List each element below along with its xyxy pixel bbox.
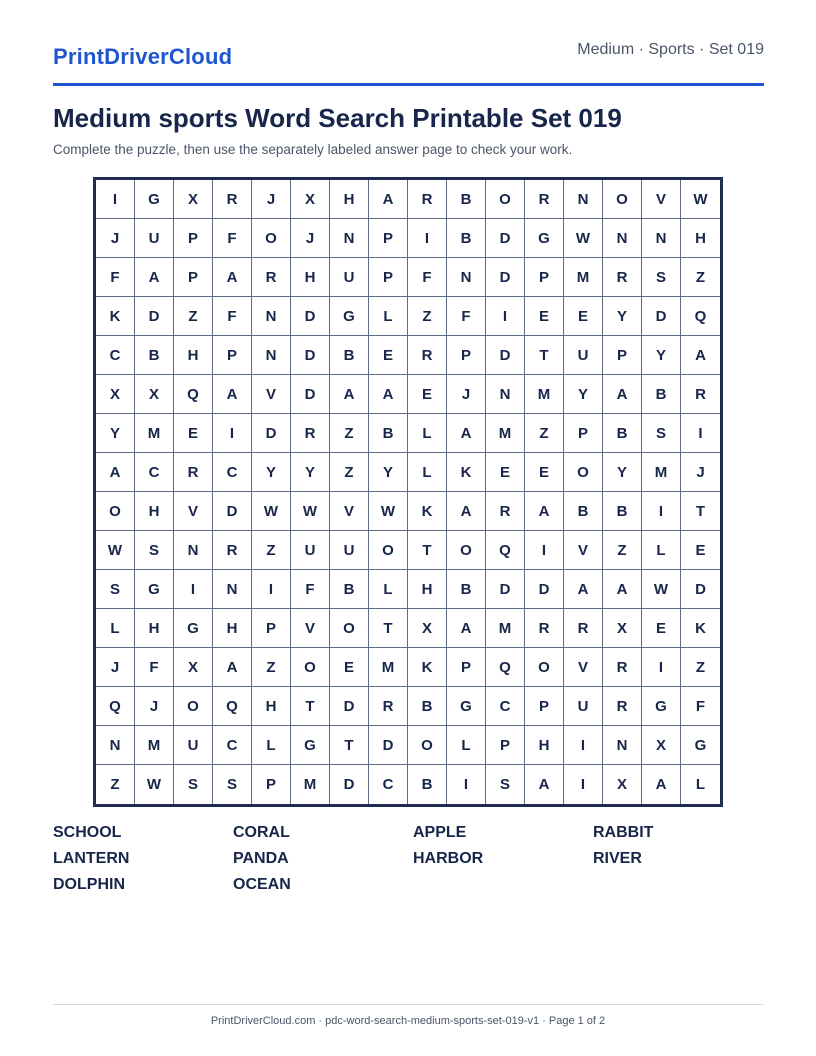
grid-cell: H [330, 180, 369, 219]
grid-cell: X [96, 375, 135, 414]
grid-cell: I [174, 570, 213, 609]
grid-cell: L [96, 609, 135, 648]
grid-cell: Y [96, 414, 135, 453]
grid-cell: D [135, 297, 174, 336]
grid-cell: B [330, 336, 369, 375]
grid-cell: G [174, 609, 213, 648]
grid-cell: K [408, 648, 447, 687]
grid-cell: Y [369, 453, 408, 492]
grid-cell: G [447, 687, 486, 726]
grid-cell: U [564, 336, 603, 375]
grid-cell: L [408, 453, 447, 492]
grid-cell: X [135, 375, 174, 414]
word-list-item: OCEAN [233, 876, 291, 893]
grid-cell: Z [603, 531, 642, 570]
grid-cell: N [564, 180, 603, 219]
grid-cell: R [525, 180, 564, 219]
grid-cell: E [564, 297, 603, 336]
grid-cell: J [447, 375, 486, 414]
grid-cell: A [213, 648, 252, 687]
grid-cell: A [213, 375, 252, 414]
grid-cell: N [252, 297, 291, 336]
grid-cell: O [252, 219, 291, 258]
grid-cell: A [525, 765, 564, 804]
grid-cell: Z [252, 531, 291, 570]
grid-cell: A [447, 414, 486, 453]
grid-cell: L [447, 726, 486, 765]
grid-cell: K [408, 492, 447, 531]
grid-cell: G [525, 219, 564, 258]
grid-cell: Y [603, 297, 642, 336]
grid-cell: E [681, 531, 720, 570]
grid-cell: N [96, 726, 135, 765]
grid-cell: A [603, 570, 642, 609]
grid-cell: Z [681, 648, 720, 687]
grid-cell: U [330, 531, 369, 570]
grid-cell: I [642, 648, 681, 687]
grid-cell: V [252, 375, 291, 414]
grid-cell: H [135, 492, 174, 531]
grid-cell: D [681, 570, 720, 609]
grid-cell: P [447, 336, 486, 375]
grid-cell: Z [252, 648, 291, 687]
grid-cell: I [486, 297, 525, 336]
grid-cell: H [525, 726, 564, 765]
grid-cell: Q [486, 531, 525, 570]
grid-cell: D [525, 570, 564, 609]
grid-cell: J [135, 687, 174, 726]
grid-cell: D [330, 687, 369, 726]
grid-cell: B [447, 570, 486, 609]
grid-cell: S [642, 258, 681, 297]
brand-logo: PrintDriverCloud [53, 44, 233, 69]
grid-cell: T [681, 492, 720, 531]
grid-cell: P [603, 336, 642, 375]
grid-cell: I [642, 492, 681, 531]
grid-cell: M [525, 375, 564, 414]
grid-cell: D [291, 336, 330, 375]
word-list-item: PANDA [233, 850, 289, 867]
grid-cell: B [369, 414, 408, 453]
grid-cell: R [408, 180, 447, 219]
grid-cell: B [447, 219, 486, 258]
word-list-item: HARBOR [413, 850, 484, 867]
grid-cell: W [564, 219, 603, 258]
grid-cell: N [330, 219, 369, 258]
grid-cell: L [369, 570, 408, 609]
grid-cell: L [695, 776, 706, 793]
grid-cell: J [252, 180, 291, 219]
grid-cell: G [681, 726, 720, 765]
grid-cell: B [447, 180, 486, 219]
grid-cell: T [369, 609, 408, 648]
grid-cell: R [681, 375, 720, 414]
grid-cell: C [213, 726, 252, 765]
grid-cell: O [408, 726, 447, 765]
word-list-item: RABBIT [593, 824, 654, 841]
grid-cell: M [486, 414, 525, 453]
page-subtitle: Complete the puzzle, then use the separately labeled answer page to check your work. [53, 142, 573, 157]
grid-cell: I [564, 765, 603, 804]
grid-cell: H [213, 609, 252, 648]
grid-cell: F [135, 648, 174, 687]
grid-cell: U [330, 258, 369, 297]
grid-cell: D [330, 765, 369, 804]
grid-cell: F [213, 297, 252, 336]
grid-cell: F [291, 570, 330, 609]
grid-cell: K [96, 297, 135, 336]
grid-cell: Q [486, 648, 525, 687]
grid-cell: I [213, 414, 252, 453]
grid-cell: R [525, 609, 564, 648]
grid-cell: P [252, 609, 291, 648]
header-divider [53, 83, 764, 86]
grid-cell: D [642, 297, 681, 336]
grid-cell: S [174, 765, 213, 804]
grid-cell: Y [564, 375, 603, 414]
grid-cell: W [291, 492, 330, 531]
grid-cell: A [564, 570, 603, 609]
grid-cell: M [642, 453, 681, 492]
grid-cell: T [330, 726, 369, 765]
grid-cell: O [564, 453, 603, 492]
grid-cell: G [135, 180, 174, 219]
grid-cell: R [603, 687, 642, 726]
grid-cell: N [213, 570, 252, 609]
grid-cell: D [486, 336, 525, 375]
grid-cell: R [213, 531, 252, 570]
grid-cell: B [603, 414, 642, 453]
grid-cell: V [174, 492, 213, 531]
grid-cell: P [252, 765, 291, 804]
grid-cell: C [486, 687, 525, 726]
grid-cell: N [642, 219, 681, 258]
grid-cell: Y [252, 453, 291, 492]
grid-cell: F [96, 258, 135, 297]
grid-cell: H [135, 609, 174, 648]
grid-cell: M [291, 765, 330, 804]
word-search-grid [93, 177, 723, 807]
grid-cell: V [642, 180, 681, 219]
word-list [53, 824, 764, 894]
grid-cell: R [486, 492, 525, 531]
grid-cell: U [174, 726, 213, 765]
grid-cell: F [408, 258, 447, 297]
grid-cell: A [369, 375, 408, 414]
grid-cell: A [369, 180, 408, 219]
grid-cell: P [174, 219, 213, 258]
page-title: Medium sports Word Search Printable Set 019 [53, 103, 622, 133]
grid-cell: G [291, 726, 330, 765]
grid-cell: N [603, 726, 642, 765]
grid-cell: D [486, 258, 525, 297]
grid-cell: P [564, 414, 603, 453]
grid-cell: J [96, 648, 135, 687]
grid-cell: L [369, 297, 408, 336]
grid-cell: P [447, 648, 486, 687]
grid-cell: R [291, 414, 330, 453]
grid-cell: H [291, 258, 330, 297]
grid-cell: W [642, 570, 681, 609]
grid-cell: A [447, 609, 486, 648]
grid-cell: O [291, 648, 330, 687]
grid-cell: A [642, 765, 681, 804]
grid-cell: J [681, 453, 720, 492]
grid-cell: G [135, 570, 174, 609]
grid-cell: W [369, 492, 408, 531]
grid-cell: X [174, 648, 213, 687]
grid-cell: M [486, 609, 525, 648]
grid-cell: E [330, 648, 369, 687]
grid-cell: B [564, 492, 603, 531]
grid-cell: L [408, 414, 447, 453]
grid-cell: A [447, 492, 486, 531]
grid-cell: E [642, 609, 681, 648]
grid-cell: P [486, 726, 525, 765]
word-list-item: CORAL [233, 824, 290, 841]
grid-cell: Q [174, 375, 213, 414]
grid-cell: I [681, 414, 720, 453]
grid-cell: O [96, 492, 135, 531]
grid-cell: Q [96, 687, 135, 726]
grid-cell: I [564, 726, 603, 765]
grid-cell: J [96, 219, 135, 258]
grid-cell: H [174, 336, 213, 375]
grid-cell: W [96, 531, 135, 570]
grid-cell: S [213, 765, 252, 804]
grid-cell: K [681, 609, 720, 648]
grid-cell: Y [603, 453, 642, 492]
grid-cell: R [603, 648, 642, 687]
grid-cell: D [213, 492, 252, 531]
grid-cell: Y [642, 336, 681, 375]
word-list-item: RIVER [593, 850, 642, 867]
grid-cell: T [291, 687, 330, 726]
word-list-item: APPLE [413, 824, 467, 841]
grid-cell: Z [525, 414, 564, 453]
grid-cell: X [642, 726, 681, 765]
grid-cell: Z [681, 258, 720, 297]
grid-cell: S [486, 765, 525, 804]
grid-cell: T [525, 336, 564, 375]
grid-cell: T [408, 531, 447, 570]
grid-cell: L [252, 726, 291, 765]
grid-cell: X [603, 609, 642, 648]
grid-cell: V [330, 492, 369, 531]
grid-cell: R [408, 336, 447, 375]
grid-cell: G [330, 297, 369, 336]
grid-cell: N [174, 531, 213, 570]
breadcrumb: Medium · Sports · Set 019 [577, 41, 764, 58]
grid-cell: A [603, 375, 642, 414]
grid-cell: P [213, 336, 252, 375]
grid-cell: P [174, 258, 213, 297]
grid-cell: U [564, 687, 603, 726]
grid-cell: N [603, 219, 642, 258]
grid-cell: H [252, 687, 291, 726]
grid-cell: K [447, 453, 486, 492]
grid-cell: V [291, 609, 330, 648]
grid-cell: R [213, 180, 252, 219]
grid-cell: S [96, 570, 135, 609]
grid-cell: A [681, 336, 720, 375]
grid-cell: E [525, 297, 564, 336]
grid-cell: H [681, 219, 720, 258]
grid-cell: P [369, 219, 408, 258]
grid-cell: D [369, 726, 408, 765]
word-list-item: SCHOOL [53, 824, 122, 841]
grid-cell: N [252, 336, 291, 375]
grid-cell: R [369, 687, 408, 726]
grid-cell: S [642, 414, 681, 453]
page-footer: PrintDriverCloud.com · pdc-word-search-medium-sports-set-019-v1 · Page 1 of 2 [210, 1015, 606, 1027]
grid-cell: L [642, 531, 681, 570]
grid-cell: X [408, 609, 447, 648]
grid-cell: D [486, 570, 525, 609]
grid-cell: Z [96, 765, 135, 804]
footer-divider [53, 1004, 764, 1005]
grid-cell: P [369, 258, 408, 297]
grid-cell: O [174, 687, 213, 726]
grid-cell: S [135, 531, 174, 570]
grid-cell: J [291, 219, 330, 258]
grid-cell: O [603, 180, 642, 219]
grid-cell: C [369, 765, 408, 804]
grid-cell: A [213, 258, 252, 297]
grid-cell: N [486, 375, 525, 414]
grid-cell: O [369, 531, 408, 570]
grid-cell: Y [291, 453, 330, 492]
grid-cell: I [252, 570, 291, 609]
grid-cell: B [408, 765, 447, 804]
grid-cell: B [135, 336, 174, 375]
grid-cell: R [564, 609, 603, 648]
grid-cell: D [252, 414, 291, 453]
grid-cell: D [291, 375, 330, 414]
grid-cell: N [447, 258, 486, 297]
grid-cell: C [213, 453, 252, 492]
grid-cell: I [96, 180, 135, 219]
grid-cell: Z [174, 297, 213, 336]
grid-cell: G [642, 687, 681, 726]
grid-cell: O [486, 180, 525, 219]
grid-cell: X [174, 180, 213, 219]
grid-cell: Z [408, 297, 447, 336]
grid-cell: U [135, 219, 174, 258]
grid-cell: A [525, 492, 564, 531]
grid-cell: E [408, 375, 447, 414]
grid-cell: A [330, 375, 369, 414]
grid-cell: D [486, 219, 525, 258]
grid-cell: W [135, 765, 174, 804]
grid-cell: Q [213, 687, 252, 726]
grid-cell: E [369, 336, 408, 375]
grid-cell: F [447, 297, 486, 336]
grid-cell: I [525, 531, 564, 570]
grid-cell: B [408, 687, 447, 726]
grid-cell: D [291, 297, 330, 336]
grid-cell: V [564, 531, 603, 570]
word-list-item: LANTERN [53, 850, 130, 867]
grid-cell: I [408, 219, 447, 258]
grid-cell: I [447, 765, 486, 804]
grid-cell: R [603, 258, 642, 297]
grid-cell: W [252, 492, 291, 531]
grid-cell: E [525, 453, 564, 492]
grid-cell: B [603, 492, 642, 531]
grid-cell: C [135, 453, 174, 492]
grid-cell: R [174, 453, 213, 492]
word-list-item: DOLPHIN [53, 876, 125, 893]
grid-cell: P [525, 258, 564, 297]
grid-cell: Q [681, 297, 720, 336]
grid-cell: B [330, 570, 369, 609]
grid-cell: Z [330, 453, 369, 492]
grid-cell: F [681, 687, 720, 726]
grid-cell: O [330, 609, 369, 648]
grid-cell: H [408, 570, 447, 609]
grid-cell: M [135, 414, 174, 453]
grid-cell: A [135, 258, 174, 297]
grid-cell: O [447, 531, 486, 570]
grid-cell: X [291, 180, 330, 219]
grid-cell: U [291, 531, 330, 570]
grid-cell: E [174, 414, 213, 453]
grid-cell: P [525, 687, 564, 726]
grid-cell: A [96, 453, 135, 492]
grid-cell: F [213, 219, 252, 258]
grid-cell: E [486, 453, 525, 492]
grid-cell: M [135, 726, 174, 765]
grid-cell: R [252, 258, 291, 297]
grid-cell: M [564, 258, 603, 297]
grid-cell: W [681, 180, 720, 219]
grid-cell: V [564, 648, 603, 687]
grid-cell: X [603, 765, 642, 804]
grid-cell: O [525, 648, 564, 687]
grid-cell: Z [330, 414, 369, 453]
grid-cell: C [96, 336, 135, 375]
grid-cell: M [369, 648, 408, 687]
grid-cell: B [642, 375, 681, 414]
